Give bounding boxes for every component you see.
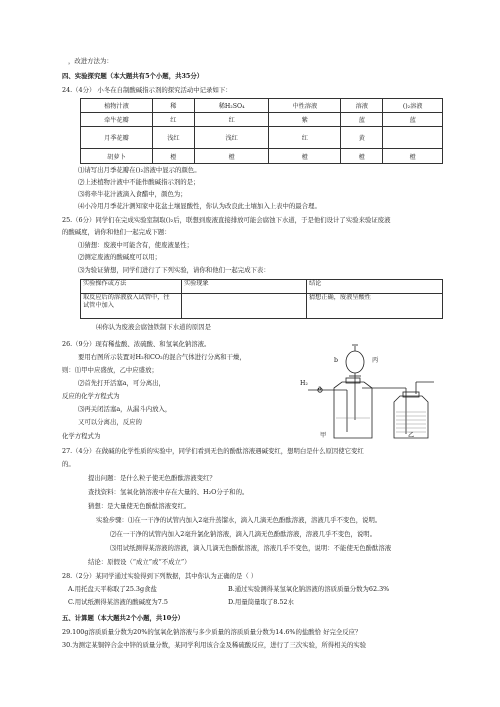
label-a: a	[318, 385, 322, 392]
q25-line2: 的酸碱度，请你和他们一起完成下题：	[62, 228, 171, 236]
q27-line5: 猜想：是大量使无色酚酞溶液变红。	[88, 502, 191, 510]
q27-line6: 实验步骤：⑴在一干净的试管内加入2毫升蒸馏水，滴入几滴无色酚酞溶液，溶液几乎不变色，说明。	[96, 516, 382, 524]
q27-line2: 的。	[62, 460, 75, 468]
q27-line7: ⑵在一干净的试管内加入2毫升氯化钠溶液，滴入几滴无色酚酞溶液，溶液几乎不变色，说明。	[110, 530, 377, 538]
table-header-cell: 稀H₂SO₄	[194, 99, 269, 113]
table-cell-phenomenon	[182, 294, 307, 319]
table-cell: 牵牛花瓣	[81, 113, 153, 127]
q26-line6: ⑶再关闭活塞a，从漏斗内放入，	[78, 405, 172, 413]
table-cell: 月季花瓣	[81, 127, 153, 149]
table-header-row	[81, 280, 443, 294]
table-header-cell: 中性溶液	[269, 99, 341, 113]
q26-line4: ⑵首先打开活塞a，可分离出，	[78, 379, 165, 387]
q25-line1: 25.（6分）同学们在完成实验室制取()₂后，联想到废液直接排放可能会腐蚀下水道，于是他们设计了实验来验证废液	[62, 216, 391, 224]
q28-option-a: A.用托盘天平称取了25.3g食盐	[68, 585, 157, 593]
table-row	[81, 127, 443, 149]
q26-line7: 又可以分离出，反应的	[78, 418, 142, 426]
q29: 29.100g溶质质量分数为20%的氢氧化钠溶液与多少质量的溶质质量分数为14.6%的盐酸恰 好完全反应？	[62, 628, 362, 636]
q28-stem: 28.（2分）某同学通过实验得到下列数据，其中你认为正确的是（ ）	[62, 572, 258, 580]
q28-option-b: B.通过实验测得某氢氧化钠溶液的溶质质量分数为62.3%	[228, 585, 390, 593]
indicator-table	[80, 98, 443, 164]
experiment-table	[80, 279, 443, 319]
table-header-row	[81, 99, 443, 113]
q25-line3: ⑴猜想：废液中可能含有，使废液显性；	[78, 241, 194, 249]
label-b: b	[334, 357, 338, 364]
table-header-cell: 实验操作或方法	[81, 280, 182, 294]
table-header-cell: 结论	[307, 280, 443, 294]
q24-sub1: ⑴请写出月季花瓣在()₂溶液中显示的颜色。	[78, 166, 201, 174]
label-jia: 甲	[320, 432, 327, 439]
operation-line: 试管中加入	[83, 302, 114, 309]
section5-title: 五、计算题（本大题共2个小题，共10分）	[62, 614, 184, 622]
table-cell: 蓝	[383, 113, 443, 127]
q27-line3: 提出问题：是什么粒子使无色酚酞溶液变红？	[88, 474, 216, 482]
label-yi: 乙	[408, 432, 415, 439]
table-cell: 红	[152, 113, 194, 127]
table-cell: 胡萝卜	[81, 149, 153, 164]
table-header-cell: ()₂溶液	[383, 99, 443, 113]
table-cell: 橙	[269, 149, 341, 164]
table-row	[81, 294, 443, 319]
table-cell: 蓝	[341, 113, 383, 127]
q25-line5: ⑶为验证猜想，同学们进行了下列实验，请你和他们一起完成下表：	[78, 266, 270, 274]
table-cell: 黄	[341, 127, 383, 149]
table-cell: 橙	[194, 149, 269, 164]
q27-line1: 27.（4分）在做碱的化学性质的实验中，同学们看到无色的酚酞溶液遇碱变红，想明白是什么原因使它变红	[62, 447, 364, 455]
q26-line1: 26.（9分）现有稀盐酸、浓硫酸、和氢氧化钠溶液。	[62, 340, 211, 348]
q24-sub3: ⑶将牵牛花汁液滴入食醋中，颜色为；	[78, 190, 187, 198]
table-cell: 紫	[269, 113, 341, 127]
table-cell-operation	[81, 294, 182, 319]
q24-sub2: ⑵上述植物汁液中不能作酸碱指示剂的是；	[78, 178, 200, 186]
table-cell-conclusion: 猜想正确，废液呈酸性	[307, 294, 443, 319]
q25-line6: ⑷你认为废液会腐蚀铁制下水道的原因是	[96, 323, 212, 331]
q26-line8: 化学方程式为	[62, 432, 101, 440]
operation-line: 取反应后的溶液放入试管中，往	[83, 294, 170, 301]
q24-stem: 24.（4分） 小冬在自制酸碱指示剂的探究活动中记录如下：	[62, 86, 232, 94]
q28-option-c: C.用试纸测得某溶液的酸碱度为7.5	[68, 598, 168, 606]
table-header-cell: 稀	[152, 99, 194, 113]
table-header-cell: 溶液	[341, 99, 383, 113]
q26-line2: 要用右图所示装置对H₂和CO₂的混合气体进行分离和干燥，	[78, 353, 246, 361]
section4-title: 四、实验探究题（本大题共有5个小题，共35分）	[62, 72, 204, 80]
table-cell	[383, 127, 443, 149]
table-header-cell: 实验现象	[182, 280, 307, 294]
table-cell: 橙	[383, 149, 443, 164]
table-header-cell: 植物汁液	[81, 99, 153, 113]
table-cell: 橙	[152, 149, 194, 164]
table-cell: 浅红	[152, 127, 194, 149]
table-cell: 红	[269, 127, 341, 149]
table-cell: 浅红	[194, 127, 269, 149]
q24-sub4: ⑷小冷用月季花汁测知家中花盆土壤显酸性，你认为改良此土壤加入上表中的最合理。	[78, 202, 321, 210]
table-cell: 橙	[341, 149, 383, 164]
q27-line9: 结论：原假设（“成立”或“不成立”）	[88, 558, 191, 566]
q28-option-d: D.用量筒量取了8.52水	[228, 598, 294, 606]
q27-line4: 查找资料：氢氧化钠溶液中存在大量的、H₂O分子和的。	[88, 488, 249, 496]
table-row	[81, 113, 443, 127]
q27-line8: ⑶用试纸测得某溶液的溶液，滴入几滴无色酚酞溶液，溶液几乎不变色，说明：不能使无色酚酞溶液	[110, 544, 392, 552]
label-h2: H₂	[300, 380, 308, 387]
label-bing: 丙	[372, 357, 379, 364]
table-cell: 红	[194, 113, 269, 127]
q26-line5: 反应的化学方程式为	[62, 392, 120, 400]
q25-line4: ⑵测定废液的酸碱度可以用；	[78, 253, 162, 261]
improve-method-line: ，改进方法为：	[68, 57, 113, 65]
q30: 30.为测定某铜锌合金中锌的质量分数，某同学利用该合金及稀硫酸反应，进行了三次实验，所得相关的实验	[62, 641, 367, 649]
q26-line3: 则：⑴甲中应盛放，乙中应盛放；	[62, 366, 158, 374]
table-row	[81, 149, 443, 164]
